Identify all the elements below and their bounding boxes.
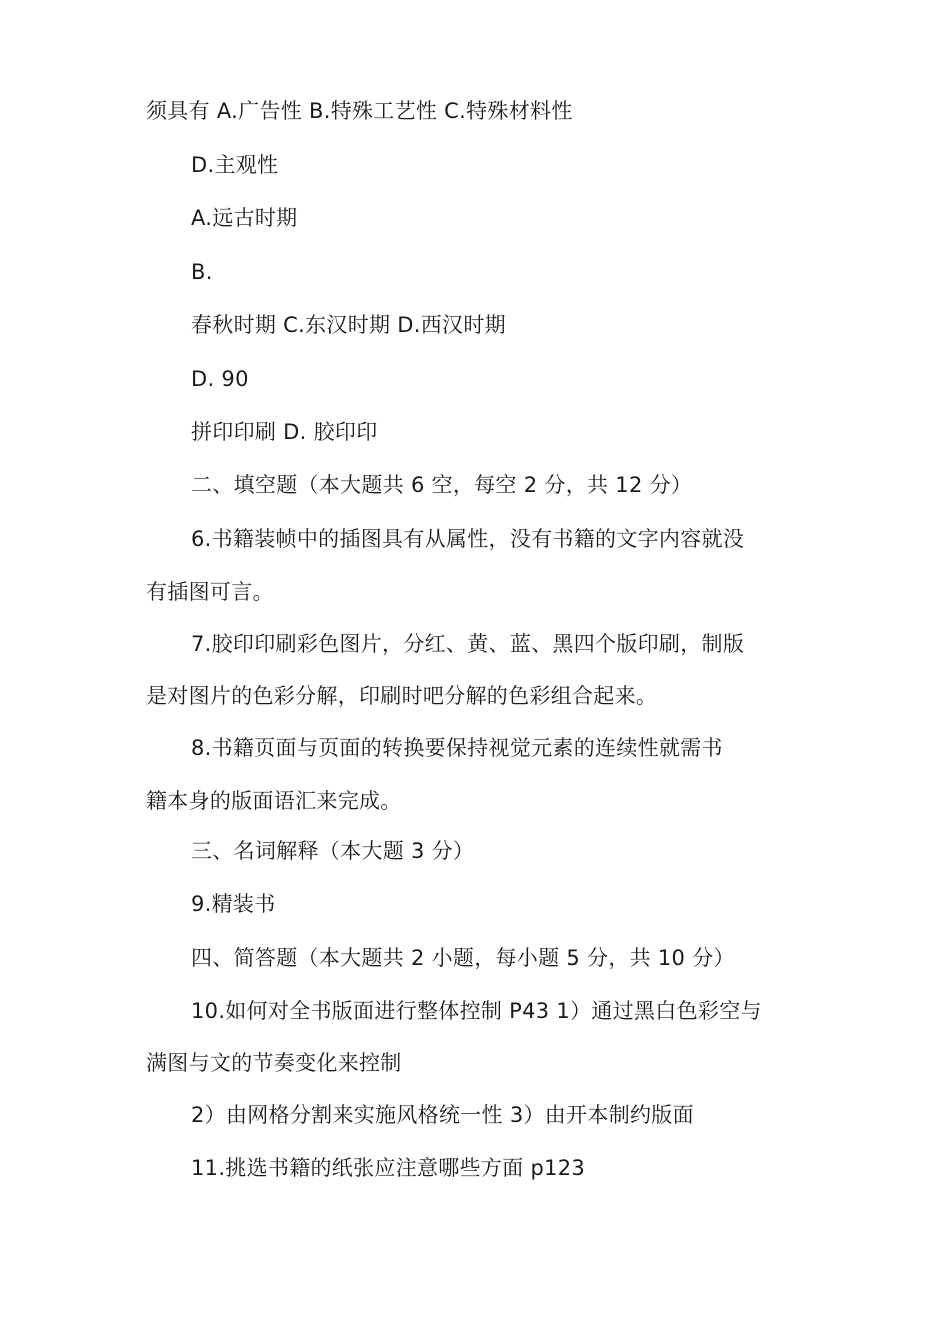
text-line-option-b: B. (191, 260, 213, 284)
section-heading-short-answer: 四、简答题（本大题共 2 小题，每小题 5 分，共 10 分） (191, 946, 735, 970)
question-10-line-1: 10.如何对全书版面进行整体控制 P43 1）通过黑白色彩空与 (191, 999, 762, 1023)
question-6-line-2: 有插图可言。 (146, 580, 274, 604)
question-6-line-1: 6.书籍装帧中的插图具有从属性，没有书籍的文字内容就没 (191, 527, 745, 551)
text-line-option-continuation: 须具有 A.广告性 B.特殊工艺性 C.特殊材料性 (146, 99, 573, 123)
section-heading-terms: 三、名词解释（本大题 3 分） (191, 839, 475, 863)
question-10-line-3: 2）由网格分割来实施风格统一性 3）由开本制约版面 (191, 1103, 694, 1127)
question-10-line-2: 满图与文的节奏变化来控制 (146, 1051, 402, 1075)
question-7-line-1: 7.胶印印刷彩色图片，分红、黄、蓝、黑四个版印刷，制版 (191, 632, 745, 656)
question-7-line-2: 是对图片的色彩分解，印刷时吧分解的色彩组合起来。 (146, 684, 658, 708)
question-8-line-1: 8.书籍页面与页面的转换要保持视觉元素的连续性就需书 (191, 736, 723, 760)
section-heading-fill-blank: 二、填空题（本大题共 6 空，每空 2 分，共 12 分） (191, 473, 693, 497)
question-8-line-2: 籍本身的版面语汇来完成。 (146, 789, 402, 813)
question-9: 9.精装书 (191, 892, 276, 916)
text-line-printing-options: 拼印印刷 D. 胶印印 (191, 420, 378, 444)
text-line-option-d-number: D. 90 (191, 367, 249, 391)
text-line-periods-options: 春秋时期 C.东汉时期 D.西汉时期 (191, 313, 506, 337)
text-line-option-a: A.远古时期 (191, 206, 298, 230)
text-line-option-d: D.主观性 (191, 153, 279, 177)
question-11: 11.挑选书籍的纸张应注意哪些方面 p123 (191, 1156, 586, 1180)
